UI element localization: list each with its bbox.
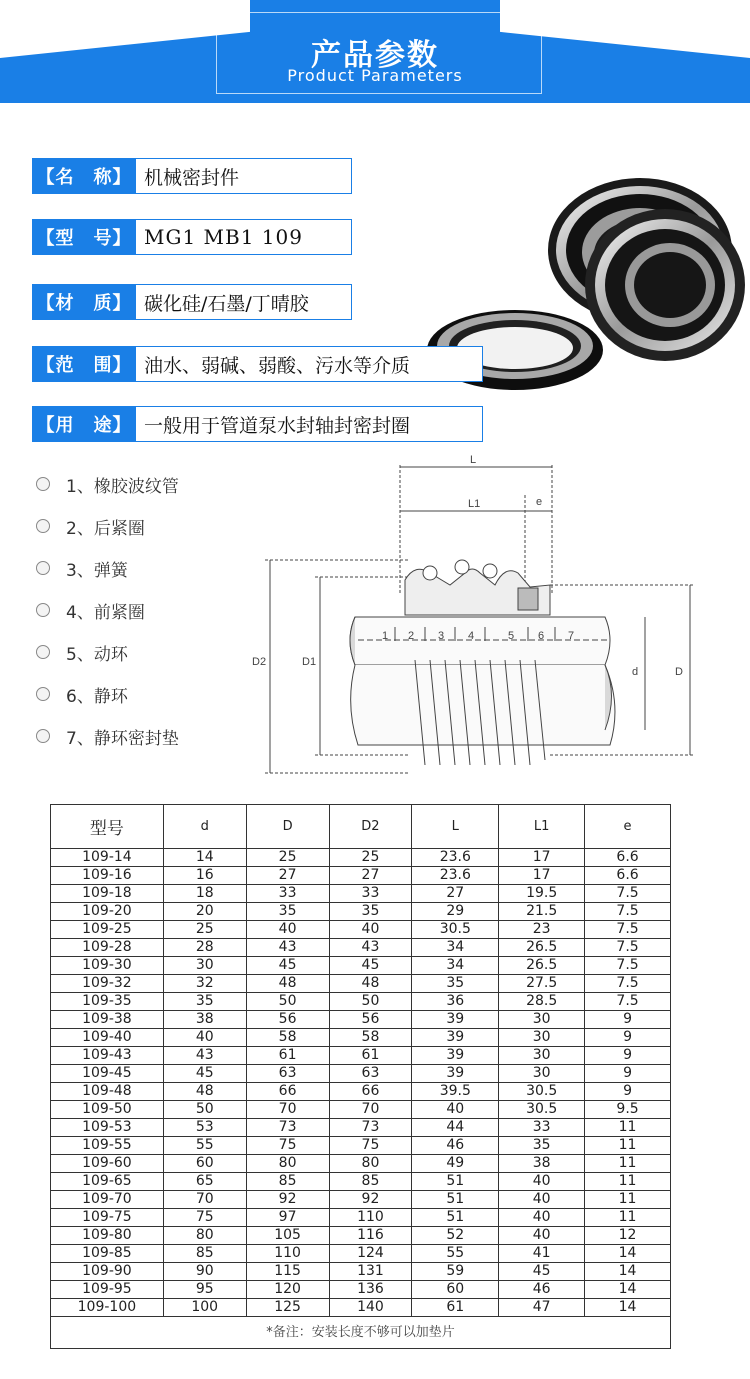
table-cell: 7.5 [585,993,671,1011]
table-cell: 9 [585,1047,671,1065]
table-cell: 32 [163,975,246,993]
table-row [51,939,671,957]
table-row [51,1281,671,1299]
table-cell: 80 [163,1227,246,1245]
info-row-scope [32,346,483,382]
table-note-row [51,1317,671,1349]
column-header: D [246,805,329,849]
table-cell: 109-32 [51,975,164,993]
header-banner [0,0,750,103]
table-cell: 11 [585,1173,671,1191]
table-cell: 25 [246,849,329,867]
legend-item: 3、弹簧 [36,554,128,582]
table-row [51,1029,671,1047]
table-row [51,1209,671,1227]
info-row-model [32,219,352,255]
dim-label-L: L [470,455,477,466]
table-cell: 27.5 [499,975,585,993]
table-cell: 40 [499,1173,585,1191]
legend-item: 1、橡胶波纹管 [36,470,179,498]
table-cell: 109-55 [51,1137,164,1155]
table-cell: 30 [163,957,246,975]
info-value: MG1 MB1 109 [136,219,352,255]
table-cell: 75 [246,1137,329,1155]
table-cell: 48 [163,1083,246,1101]
table-cell: 60 [412,1281,499,1299]
table-cell: 51 [412,1209,499,1227]
table-cell: 33 [246,885,329,903]
table-row [51,1299,671,1317]
legend-item: 2、后紧圈 [36,512,145,540]
table-cell: 11 [585,1191,671,1209]
table-cell: 9 [585,1065,671,1083]
table-cell: 14 [163,849,246,867]
part-number-3: 3 [438,630,445,642]
table-cell: 52 [412,1227,499,1245]
table-cell: 109-30 [51,957,164,975]
table-cell: 40 [499,1209,585,1227]
part-number-6: 6 [538,630,545,642]
table-cell: 109-50 [51,1101,164,1119]
dim-label-D2: D2 [252,656,267,668]
table-cell: 14 [585,1281,671,1299]
table-cell: 55 [412,1245,499,1263]
table-row [51,1227,671,1245]
table-cell: 50 [329,993,412,1011]
table-cell: 92 [246,1191,329,1209]
part-number-5: 5 [508,630,515,642]
table-cell: 40 [412,1101,499,1119]
table-cell: 35 [499,1137,585,1155]
table-cell: 48 [246,975,329,993]
table-cell: 109-20 [51,903,164,921]
info-row-material [32,284,352,320]
table-row [51,1011,671,1029]
table-cell: 9 [585,1011,671,1029]
table-cell: 9.5 [585,1101,671,1119]
info-label: 【用 途】 [32,406,136,442]
table-cell: 109-18 [51,885,164,903]
table-cell: 109-70 [51,1191,164,1209]
table-row [51,867,671,885]
part-number-4: 4 [468,630,475,642]
table-cell: 43 [246,939,329,957]
table-cell: 65 [163,1173,246,1191]
table-row [51,957,671,975]
table-cell: 95 [163,1281,246,1299]
info-value: 一般用于管道泵水封轴封密封圈 [136,406,483,442]
table-row [51,849,671,867]
table-cell: 30 [499,1065,585,1083]
table-cell: 48 [329,975,412,993]
table-cell: 11 [585,1137,671,1155]
table-row [51,1155,671,1173]
dim-label-D1: D1 [302,656,317,668]
table-cell: 51 [412,1191,499,1209]
table-cell: 46 [412,1137,499,1155]
table-cell: 55 [163,1137,246,1155]
table-cell: 14 [585,1245,671,1263]
circle-bullet-icon [36,561,50,575]
table-cell: 49 [412,1155,499,1173]
table-row [51,1137,671,1155]
table-cell: 116 [329,1227,412,1245]
table-cell: 30 [499,1011,585,1029]
table-cell: 27 [246,867,329,885]
table-cell: 11 [585,1155,671,1173]
table-cell: 39 [412,1047,499,1065]
dim-label-D: D [675,666,683,678]
table-cell: 109-35 [51,993,164,1011]
table-cell: 73 [329,1119,412,1137]
column-header: L [412,805,499,849]
table-cell: 40 [499,1191,585,1209]
table-cell: 23.6 [412,867,499,885]
table-row [51,1065,671,1083]
table-cell: 35 [329,903,412,921]
table-cell: 7.5 [585,885,671,903]
table-cell: 30 [499,1029,585,1047]
page-title: 产品参数 [311,38,439,73]
table-cell: 43 [163,1047,246,1065]
table-row [51,1083,671,1101]
table-cell: 25 [329,849,412,867]
dim-label-e: e [536,496,543,508]
table-cell: 109-28 [51,939,164,957]
dim-label-d: d [632,666,639,678]
table-row [51,993,671,1011]
table-cell: 58 [329,1029,412,1047]
info-value: 机械密封件 [136,158,352,194]
table-cell: 109-43 [51,1047,164,1065]
table-note: *备注：安装长度不够可以加垫片 [51,1317,671,1349]
table-cell: 131 [329,1263,412,1281]
table-cell: 6.6 [585,867,671,885]
table-cell: 85 [246,1173,329,1191]
table-cell: 90 [163,1263,246,1281]
table-cell: 80 [246,1155,329,1173]
info-row-name [32,158,352,194]
table-cell: 60 [163,1155,246,1173]
circle-bullet-icon [36,729,50,743]
table-row [51,1173,671,1191]
column-header: e [585,805,671,849]
table-cell: 70 [329,1101,412,1119]
table-cell: 17 [499,849,585,867]
table-cell: 109-60 [51,1155,164,1173]
info-label: 【范 围】 [32,346,136,382]
table-cell: 14 [585,1263,671,1281]
legend-item: 7、静环密封垫 [36,722,179,750]
info-label: 【名 称】 [32,158,136,194]
part-number-1: 1 [382,630,389,642]
table-cell: 50 [246,993,329,1011]
table-row [51,903,671,921]
table-cell: 11 [585,1209,671,1227]
table-cell: 136 [329,1281,412,1299]
table-cell: 30.5 [499,1083,585,1101]
table-cell: 39 [412,1029,499,1047]
table-cell: 75 [329,1137,412,1155]
table-cell: 33 [499,1119,585,1137]
table-cell: 51 [412,1173,499,1191]
table-cell: 27 [329,867,412,885]
table-cell: 14 [585,1299,671,1317]
table-cell: 110 [329,1209,412,1227]
info-label: 【型 号】 [32,219,136,255]
table-cell: 66 [329,1083,412,1101]
table-cell: 109-85 [51,1245,164,1263]
column-header: 型号 [51,805,164,849]
table-cell: 34 [412,957,499,975]
table-cell: 66 [246,1083,329,1101]
table-cell: 109-38 [51,1011,164,1029]
table-cell: 7.5 [585,957,671,975]
table-cell: 63 [246,1065,329,1083]
table-cell: 44 [412,1119,499,1137]
table-cell: 109-100 [51,1299,164,1317]
table-row [51,1263,671,1281]
table-cell: 39 [412,1065,499,1083]
table-cell: 109-48 [51,1083,164,1101]
legend-item: 4、前紧圈 [36,596,145,624]
table-cell: 43 [329,939,412,957]
table-cell: 70 [163,1191,246,1209]
table-cell: 56 [246,1011,329,1029]
seal-cross-section-drawing [250,455,750,785]
info-label: 【材 质】 [32,284,136,320]
table-cell: 45 [329,957,412,975]
page-subtitle: Product Parameters [287,66,463,85]
table-cell: 109-90 [51,1263,164,1281]
table-cell: 85 [329,1173,412,1191]
circle-bullet-icon [36,687,50,701]
table-cell: 9 [585,1029,671,1047]
table-cell: 7.5 [585,939,671,957]
table-cell: 20 [163,903,246,921]
table-cell: 53 [163,1119,246,1137]
table-cell: 27 [412,885,499,903]
table-cell: 28 [163,939,246,957]
table-cell: 35 [246,903,329,921]
table-cell: 30.5 [412,921,499,939]
table-cell: 45 [499,1263,585,1281]
table-cell: 39.5 [412,1083,499,1101]
table-cell: 38 [163,1011,246,1029]
circle-bullet-icon [36,603,50,617]
info-value: 油水、弱碱、弱酸、污水等介质 [136,346,483,382]
table-cell: 26.5 [499,939,585,957]
table-cell: 11 [585,1119,671,1137]
info-row-usage [32,406,483,442]
table-cell: 105 [246,1227,329,1245]
table-cell: 38 [499,1155,585,1173]
table-cell: 109-45 [51,1065,164,1083]
table-row [51,885,671,903]
table-cell: 109-14 [51,849,164,867]
table-cell: 120 [246,1281,329,1299]
table-cell: 28.5 [499,993,585,1011]
part-number-7: 7 [568,630,575,642]
table-cell: 73 [246,1119,329,1137]
table-cell: 40 [163,1029,246,1047]
part-number-2: 2 [408,630,415,642]
table-cell: 30.5 [499,1101,585,1119]
table-cell: 125 [246,1299,329,1317]
table-cell: 40 [499,1227,585,1245]
table-cell: 41 [499,1245,585,1263]
legend-item: 5、动环 [36,638,128,666]
table-cell: 23 [499,921,585,939]
table-cell: 115 [246,1263,329,1281]
table-cell: 56 [329,1011,412,1029]
table-cell: 109-80 [51,1227,164,1245]
table-cell: 34 [412,939,499,957]
table-cell: 58 [246,1029,329,1047]
table-cell: 85 [163,1245,246,1263]
table-cell: 110 [246,1245,329,1263]
table-cell: 40 [329,921,412,939]
table-cell: 50 [163,1101,246,1119]
table-cell: 30 [499,1047,585,1065]
column-header: d [163,805,246,849]
table-cell: 19.5 [499,885,585,903]
table-cell: 109-65 [51,1173,164,1191]
table-cell: 109-75 [51,1209,164,1227]
circle-bullet-icon [36,477,50,491]
table-row [51,1119,671,1137]
table-cell: 7.5 [585,975,671,993]
table-cell: 59 [412,1263,499,1281]
table-cell: 61 [246,1047,329,1065]
table-row [51,1191,671,1209]
table-cell: 36 [412,993,499,1011]
table-cell: 109-16 [51,867,164,885]
table-cell: 7.5 [585,921,671,939]
table-cell: 70 [246,1101,329,1119]
table-cell: 140 [329,1299,412,1317]
circle-bullet-icon [36,519,50,533]
table-cell: 12 [585,1227,671,1245]
table-cell: 33 [329,885,412,903]
table-cell: 80 [329,1155,412,1173]
table-cell: 100 [163,1299,246,1317]
table-cell: 61 [412,1299,499,1317]
table-cell: 29 [412,903,499,921]
table-cell: 109-40 [51,1029,164,1047]
table-row [51,975,671,993]
table-cell: 124 [329,1245,412,1263]
table-cell: 45 [246,957,329,975]
dim-label-L1: L1 [468,498,481,510]
table-cell: 18 [163,885,246,903]
column-header: L1 [499,805,585,849]
table-row [51,1101,671,1119]
table-cell: 61 [329,1047,412,1065]
table-cell: 109-25 [51,921,164,939]
column-header: D2 [329,805,412,849]
table-cell: 63 [329,1065,412,1083]
table-cell: 9 [585,1083,671,1101]
table-cell: 109-95 [51,1281,164,1299]
table-cell: 6.6 [585,849,671,867]
table-cell: 39 [412,1011,499,1029]
table-cell: 97 [246,1209,329,1227]
table-cell: 25 [163,921,246,939]
table-cell: 75 [163,1209,246,1227]
table-cell: 16 [163,867,246,885]
table-row [51,921,671,939]
table-cell: 23.6 [412,849,499,867]
legend-item: 6、静环 [36,680,128,708]
table-cell: 35 [163,993,246,1011]
table-cell: 46 [499,1281,585,1299]
table-cell: 45 [163,1065,246,1083]
table-cell: 92 [329,1191,412,1209]
spec-table [50,804,671,1349]
info-value: 碳化硅/石墨/丁晴胶 [136,284,352,320]
table-cell: 40 [246,921,329,939]
table-row [51,1245,671,1263]
table-cell: 35 [412,975,499,993]
table-header-row [51,805,671,849]
table-cell: 47 [499,1299,585,1317]
table-cell: 7.5 [585,903,671,921]
table-cell: 26.5 [499,957,585,975]
table-cell: 17 [499,867,585,885]
table-row [51,1047,671,1065]
table-cell: 21.5 [499,903,585,921]
circle-bullet-icon [36,645,50,659]
table-cell: 109-53 [51,1119,164,1137]
